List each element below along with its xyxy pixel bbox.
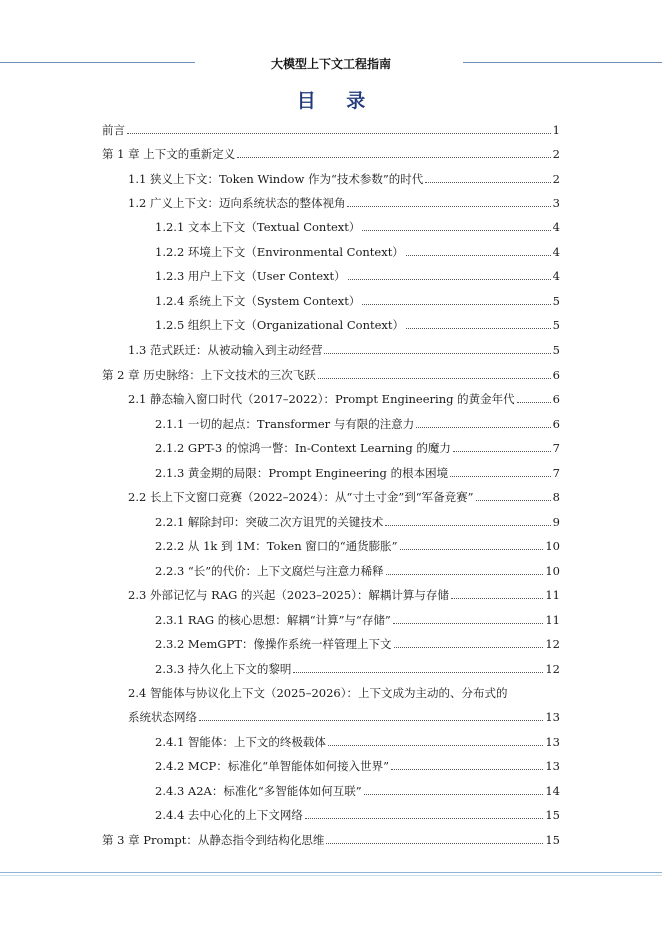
toc-entry-label: 2.4.1 智能体：上下文的终极载体: [155, 735, 326, 749]
toc-entry-2-3-3[interactable]: [155, 660, 560, 678]
toc-entry-label: 2.4.4 去中心化的上下文网络: [155, 808, 303, 822]
toc-entry-1-1[interactable]: [128, 170, 560, 188]
toc-entry-2-4-heading[interactable]: [128, 684, 560, 702]
toc-entry-page: 7: [552, 441, 560, 455]
toc-entry-page: 5: [552, 294, 560, 308]
toc-entry-1-3[interactable]: [128, 341, 560, 359]
toc-entry-1-2-1[interactable]: [155, 218, 560, 236]
toc-title: 目 录: [296, 90, 378, 112]
toc-entry-page: 10: [545, 564, 560, 578]
toc-entry-label: 1.2 广义上下文：迈向系统状态的整体视角: [128, 196, 346, 210]
toc-entry-label: 2.4.3 A2A：标准化“多智能体如何互联”: [155, 784, 362, 798]
toc-entry-label: 系统状态网络: [128, 710, 197, 724]
toc-entry-label: 2.3.1 RAG 的核心思想：解耦“计算”与“存储”: [155, 613, 391, 627]
toc-entry-2-2-1[interactable]: [155, 513, 560, 531]
toc-entry-chapter-2[interactable]: [102, 366, 560, 384]
toc-entry-2-4-continuation[interactable]: [128, 708, 560, 726]
toc-entry-label: 2.1.3 黄金期的局限：Prompt Engineering 的根本困境: [155, 466, 449, 480]
toc-entry-label: 2.1.2 GPT-3 的惊鸿一瞥：In-Context Learning 的魔力: [155, 441, 451, 455]
toc-entry-label: 2.4 智能体与协议化上下文（2025–2026）：上下文成为主动的、分布式的: [128, 686, 508, 700]
toc-entry-page: 12: [545, 662, 560, 676]
footer-rule-secondary: [0, 875, 662, 876]
toc-entry-2-1-3[interactable]: [155, 464, 560, 482]
toc-entry-page: 6: [552, 368, 560, 382]
toc-entry-label: 1.2.5 组织上下文（Organizational Context）: [155, 318, 405, 332]
toc-entry-2-3-2[interactable]: [155, 635, 560, 653]
toc-entry-page: 11: [545, 588, 560, 602]
footer-rule: [0, 872, 662, 873]
toc-entry-page: 5: [552, 343, 560, 357]
toc-entry-page: 13: [545, 735, 560, 749]
toc-entry-label: 1.2.2 环境上下文（Environmental Context）: [155, 245, 404, 259]
toc-entry-preface[interactable]: [102, 121, 560, 139]
toc-entry-label: 第 1 章 上下文的重新定义: [102, 147, 236, 161]
toc-entry-2-4-4[interactable]: [155, 806, 560, 824]
toc-entry-label: 1.2.1 文本上下文（Textual Context）: [155, 220, 361, 234]
toc-entry-2-2-3[interactable]: [155, 562, 560, 580]
toc-entry-page: 5: [552, 318, 560, 332]
toc-entry-label: 2.1 静态输入窗口时代（2017–2022）：Prompt Engineering 的黄金年代: [128, 392, 515, 406]
header-rule-right: [463, 62, 662, 63]
toc-entry-chapter-3[interactable]: [102, 831, 560, 849]
toc-entry-2-3-1[interactable]: [155, 611, 560, 629]
toc-entry-2-4-3[interactable]: [155, 782, 560, 800]
toc-entry-label: 2.2 长上下文窗口竞赛（2022–2024）：从“寸土寸金”到“军备竞赛”: [128, 490, 474, 504]
toc-entry-2-4-1[interactable]: [155, 733, 560, 751]
toc-entry-page: 13: [545, 710, 560, 724]
toc-entry-2-2-2[interactable]: [155, 537, 560, 555]
toc-entry-label: 2.3.2 MemGPT：像操作系统一样管理上下文: [155, 637, 392, 651]
toc-entry-page: 12: [545, 637, 560, 651]
toc-entry-page: 8: [552, 490, 560, 504]
toc-entry-2-4-2[interactable]: [155, 757, 560, 775]
toc-entry-page: 15: [545, 833, 560, 847]
toc-entry-page: 1: [552, 123, 560, 137]
toc-entry-chapter-1[interactable]: [102, 145, 560, 163]
toc-entry-label: 2.2.1 解除封印：突破二次方诅咒的关键技术: [155, 515, 384, 529]
toc-entry-page: 11: [545, 613, 560, 627]
toc-entry-1-2[interactable]: [128, 194, 560, 212]
toc-entry-page: 4: [552, 220, 560, 234]
toc-entry-2-3[interactable]: [128, 586, 560, 604]
toc-entry-label: 2.2.2 从 1k 到 1M：Token 窗口的“通货膨胀”: [155, 539, 398, 553]
toc-entry-2-1[interactable]: [128, 390, 560, 408]
toc-entry-1-2-5[interactable]: [155, 316, 560, 334]
toc-entry-page: 14: [545, 784, 560, 798]
toc-entry-1-2-2[interactable]: [155, 243, 560, 261]
toc-entry-page: 2: [552, 147, 560, 161]
toc-entry-page: 15: [545, 808, 560, 822]
toc-entry-label: 1.1 狭义上下文：Token Window 作为“技术参数”的时代: [128, 172, 424, 186]
toc-entry-page: 2: [552, 172, 560, 186]
toc-entry-page: 9: [552, 515, 560, 529]
toc-entry-label: 前言: [102, 123, 125, 137]
toc-entry-label: 2.4.2 MCP：标准化“单智能体如何接入世界”: [155, 759, 389, 773]
toc-entry-page: 6: [552, 392, 560, 406]
toc-entry-page: 4: [552, 269, 560, 283]
toc-entry-label: 第 3 章 Prompt：从静态指令到结构化思维: [102, 833, 325, 847]
toc-entry-label: 2.1.1 一切的起点：Transformer 与有限的注意力: [155, 417, 415, 431]
toc-entry-1-2-3[interactable]: [155, 267, 560, 285]
toc-entry-page: 4: [552, 245, 560, 259]
toc-entry-page: 10: [545, 539, 560, 553]
toc-entry-page: 13: [545, 759, 560, 773]
toc-entry-page: 3: [552, 196, 560, 210]
toc-entry-1-2-4[interactable]: [155, 292, 560, 310]
toc-entry-label: 2.3.3 持久化上下文的黎明: [155, 662, 292, 676]
toc-entry-label: 1.3 范式跃迁：从被动输入到主动经营: [128, 343, 323, 357]
toc-entry-label: 1.2.4 系统上下文（System Context）: [155, 294, 361, 308]
toc-entry-label: 2.2.3 “长”的代价：上下文腐烂与注意力稀释: [155, 564, 384, 578]
toc-entry-label: 1.2.3 用户上下文（User Context）: [155, 269, 346, 283]
toc-entry-2-1-1[interactable]: [155, 415, 560, 433]
running-header: 大模型上下文工程指南: [270, 57, 391, 71]
toc-entry-2-1-2[interactable]: [155, 439, 560, 457]
toc-entry-page: 6: [552, 417, 560, 431]
toc-entry-label: 2.3 外部记忆与 RAG 的兴起（2023–2025）：解耦计算与存储: [128, 588, 449, 602]
toc-entry-2-2[interactable]: [128, 488, 560, 506]
toc-entry-page: 7: [552, 466, 560, 480]
toc-entry-label: 第 2 章 历史脉络：上下文技术的三次飞跃: [102, 368, 316, 382]
